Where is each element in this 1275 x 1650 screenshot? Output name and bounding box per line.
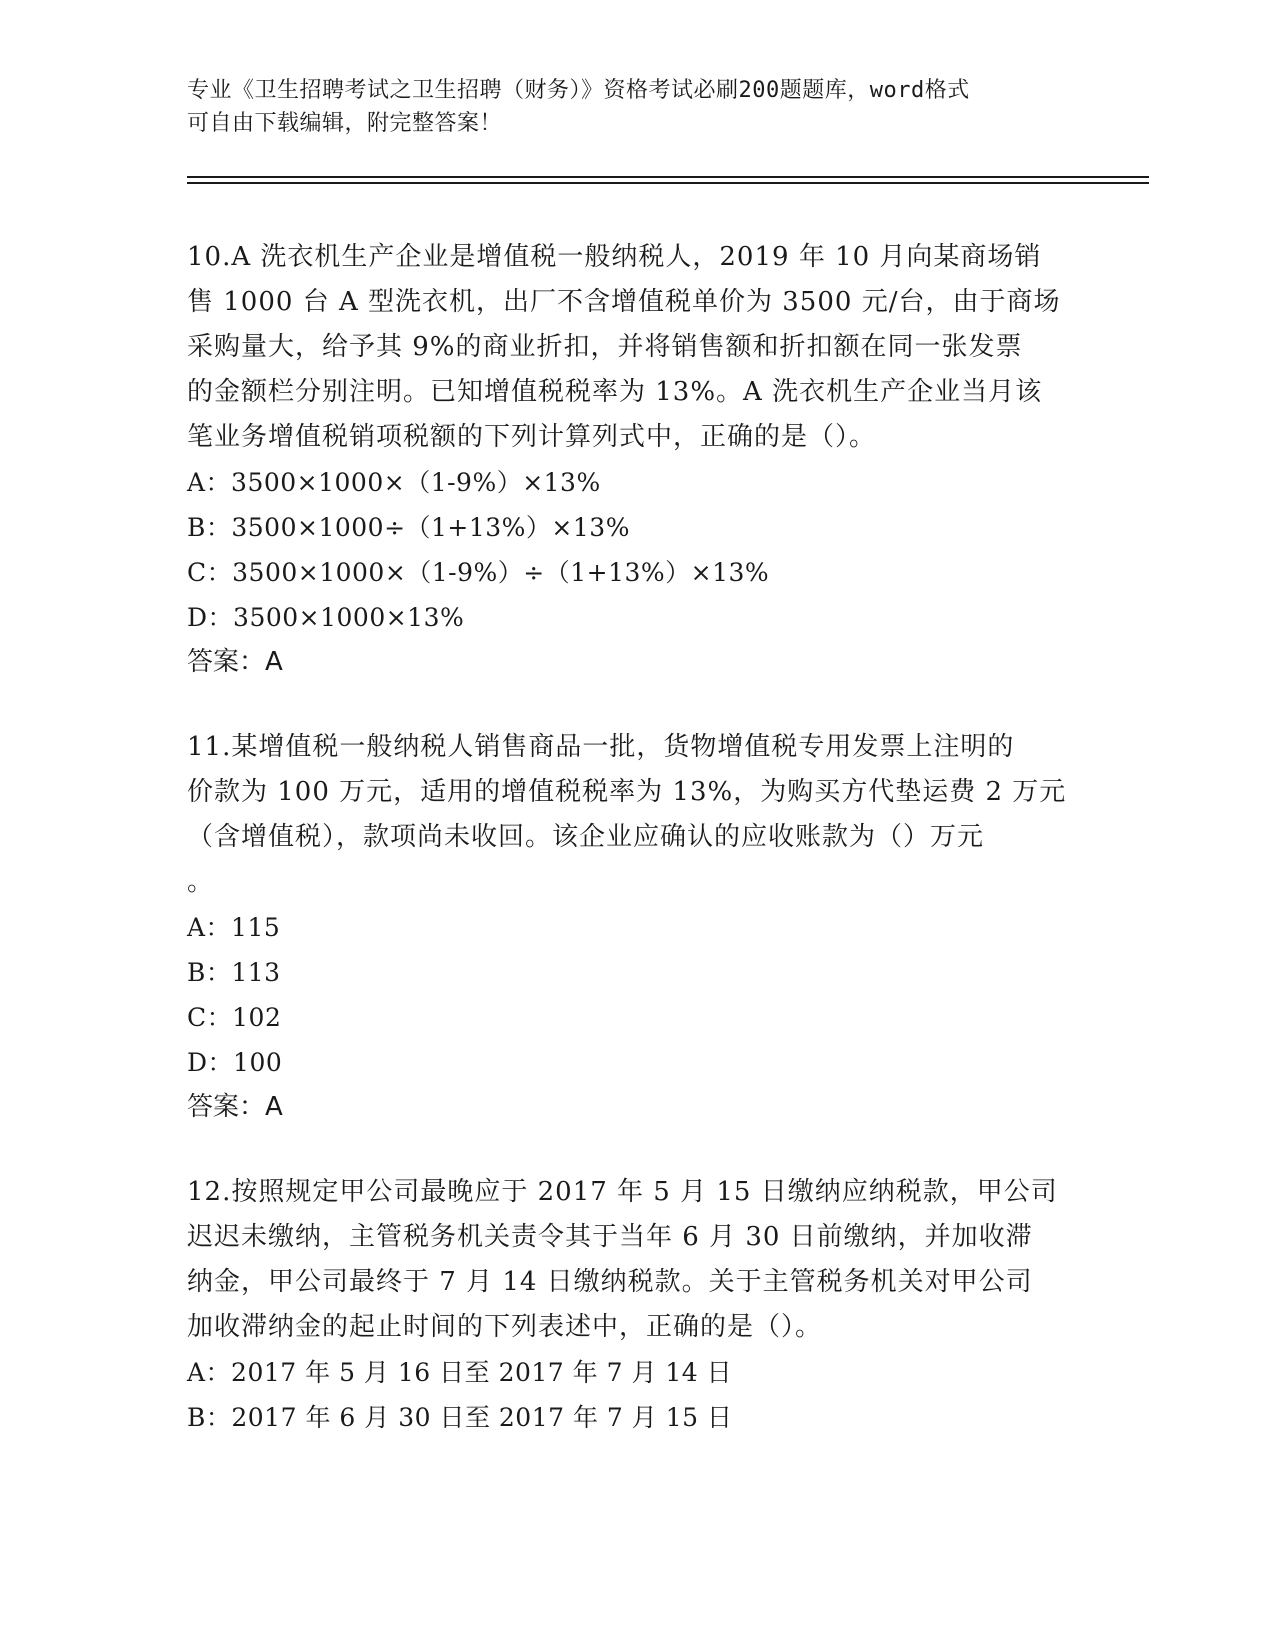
option-c: C：102 (187, 1003, 282, 1032)
option-a: A：2017 年 5 月 16 日至 2017 年 7 月 14 日 (187, 1358, 733, 1387)
question-text-line: 加收滞纳金的起止时间的下列表述中，正确的是（）。 (187, 1312, 823, 1342)
header-line-2: 可自由下载编辑，附完整答案！ (187, 111, 503, 136)
question-text-line: 12.按照规定甲公司最晚应于 2017 年 5 月 15 日缴纳应纳税款，甲公司 (187, 1177, 1058, 1207)
question-12 (187, 1170, 1087, 1440)
question-text-line: 笔业务增值税销项税额的下列计算列式中，正确的是（）。 (187, 422, 877, 452)
header-line-1: 专业《卫生招聘考试之卫生招聘（财务）》资格考试必刷200题题库，word格式 (187, 78, 970, 103)
question-text-line: 迟迟未缴纳，主管税务机关责令其于当年 6 月 30 日前缴纳，并加收滞 (187, 1222, 1033, 1252)
question-text-line: 。 (187, 867, 215, 897)
option-a: A：115 (187, 913, 281, 942)
question-text-line: 11.某增值税一般纳税人销售商品一批，货物增值税专用发票上注明的 (187, 732, 1015, 762)
question-text-line: 售 1000 台 A 型洗衣机，出厂不含增值税单价为 3500 元/台，由于商场 (187, 287, 1061, 317)
header-divider-top (187, 176, 1149, 178)
document-header (187, 74, 1087, 140)
answer-line: 答案：A (187, 647, 283, 677)
option-c: C：3500×1000×（1-9%）÷（1+13%）×13% (187, 558, 770, 587)
answer-line: 答案：A (187, 1092, 283, 1122)
option-b: B：3500×1000÷（1+13%）×13% (187, 513, 630, 542)
question-list (187, 235, 1087, 1480)
question-text-line: 的金额栏分别注明。已知增值税税率为 13%。A 洗衣机生产企业当月该 (187, 377, 1043, 407)
question-11 (187, 725, 1087, 1130)
question-text-line: 10.A 洗衣机生产企业是增值税一般纳税人，2019 年 10 月向某商场销 (187, 242, 1042, 272)
option-b: B：113 (187, 958, 281, 987)
question-text-line: （含增值税），款项尚未收回。该企业应确认的应收账款为（）万元 (187, 822, 985, 852)
option-d: D：100 (187, 1048, 283, 1077)
option-b: B：2017 年 6 月 30 日至 2017 年 7 月 15 日 (187, 1403, 733, 1432)
option-a: A：3500×1000×（1-9%）×13% (187, 468, 601, 497)
question-text-line: 纳金，甲公司最终于 7 月 14 日缴纳税款。关于主管税务机关对甲公司 (187, 1267, 1033, 1297)
question-text-line: 价款为 100 万元，适用的增值税税率为 13%，为购买方代垫运费 2 万元 (187, 777, 1067, 807)
question-text-line: 采购量大，给予其 9%的商业折扣，并将销售额和折扣额在同一张发票 (187, 332, 1023, 362)
question-10 (187, 235, 1087, 685)
option-d: D：3500×1000×13% (187, 603, 465, 632)
header-divider-bottom (187, 182, 1149, 184)
